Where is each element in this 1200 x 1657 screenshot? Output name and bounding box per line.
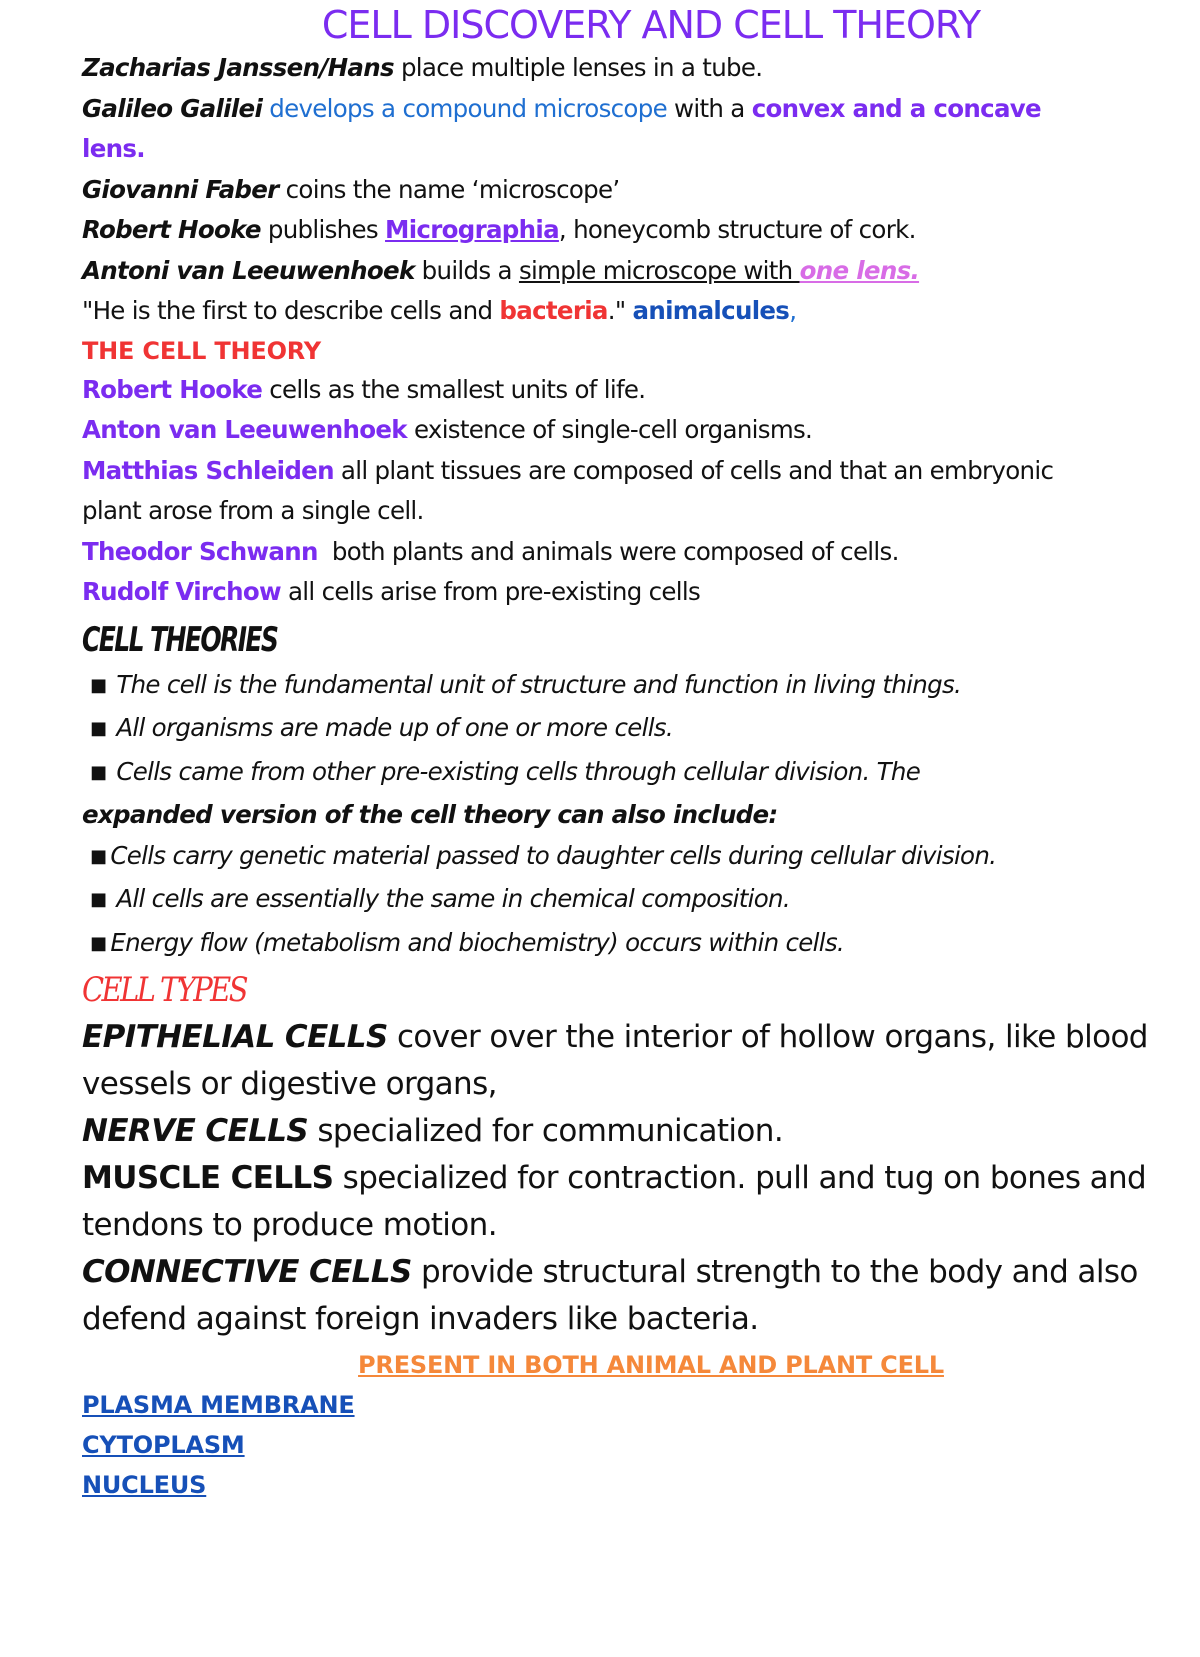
theory-item xyxy=(82,708,1160,752)
hooke-line xyxy=(82,210,1160,251)
square-bullet-icon: ■ xyxy=(90,761,107,783)
bacteria-text: bacteria xyxy=(499,296,608,325)
cell-theory-heading: THE CELL THEORY xyxy=(82,336,321,365)
contributor-name: Rudolf Virchow xyxy=(82,577,281,606)
cell-type-item xyxy=(82,1108,1160,1155)
cell-type-item xyxy=(82,1014,1160,1108)
janssen-line xyxy=(82,48,1160,89)
contributor-schwann xyxy=(82,532,1160,573)
galileo-compound: develops a compound microscope xyxy=(262,93,667,123)
plasma-membrane-link[interactable] xyxy=(82,1385,1160,1425)
hooke-pre: publishes xyxy=(260,215,386,244)
theory-item xyxy=(82,836,1062,880)
square-bullet-icon: ■ xyxy=(90,845,107,867)
theory-item xyxy=(82,879,1160,923)
theory-text: Cells came from other pre-existing cells through cellular division. The xyxy=(116,756,921,786)
organelle-label: PLASMA MEMBRANE xyxy=(82,1391,355,1419)
cell-types-heading: CELL TYPES xyxy=(82,970,246,1010)
leeuwenhoek-pre: builds a xyxy=(414,255,519,285)
contributor-name: Anton van Leeuwenhoek xyxy=(82,415,407,444)
cytoplasm-link[interactable] xyxy=(82,1425,1160,1465)
contributor-text: cells as the smallest units of life. xyxy=(262,374,646,404)
contributor-name: Robert Hooke xyxy=(82,374,263,404)
contributor-name: Matthias Schleiden xyxy=(82,455,334,485)
cell-type-name: CONNECTIVE CELLS xyxy=(82,1254,412,1290)
theory-item xyxy=(82,752,1160,796)
theory-text: Energy flow (metabolism and biochemistry) occurs within cells. xyxy=(110,927,844,957)
organelle-label: NUCLEUS xyxy=(82,1471,207,1499)
contributor-name: Theodor Schwann xyxy=(82,536,318,566)
cell-type-text: specialized for contraction. pull and tug on bones and tendons to produce motion. xyxy=(82,1160,1147,1243)
janssen-name: Zacharias Janssen/Hans xyxy=(82,53,394,82)
page-title: CELL DISCOVERY AND CELL THEORY xyxy=(321,3,981,47)
square-bullet-icon: ■ xyxy=(90,932,107,954)
contributor-hooke xyxy=(82,370,1160,411)
cell-type-text: provide structural strength to the body and also defend against foreign invaders like bacteria. xyxy=(82,1254,1138,1337)
contributor-virchow xyxy=(82,572,1160,613)
galileo-name: Galileo Galilei xyxy=(82,93,263,123)
leeuwenhoek-name: Antoni van Leeuwenhoek xyxy=(82,255,415,285)
galileo-line xyxy=(82,89,1062,170)
hooke-name: Robert Hooke xyxy=(82,215,261,244)
simple-microscope-text: simple microscope with xyxy=(518,255,800,285)
cell-type-text: specialized for communication. xyxy=(308,1113,784,1149)
contributor-schleiden xyxy=(82,451,1062,532)
cell-type-item xyxy=(82,1249,1160,1343)
contributor-leeuwenhoek xyxy=(82,410,1160,451)
nucleus-link[interactable] xyxy=(82,1465,1160,1505)
contributor-text: all cells arise from pre-existing cells xyxy=(280,577,701,606)
theory-item xyxy=(82,923,1160,967)
cell-type-text: cover over the interior of hollow organs, like blood vessels or digestive organs, xyxy=(82,1019,1148,1102)
theory-text: Cells carry genetic material passed to daughter cells during cellular division. xyxy=(110,840,997,870)
one-lens-text: one lens. xyxy=(799,255,920,285)
contributor-text: both plants and animals were composed of cells. xyxy=(317,536,899,566)
hooke-post: , honeycomb structure of cork. xyxy=(558,215,916,244)
micrographia-link[interactable]: Micrographia xyxy=(385,215,559,244)
cell-theories-heading: CELL THEORIES xyxy=(82,619,278,660)
quote-post: ." xyxy=(607,296,633,325)
quote-comma: , xyxy=(789,296,797,325)
galileo-lens: convex and a concave lens. xyxy=(82,93,1041,163)
leeuwenhoek-line xyxy=(82,251,1160,292)
galileo-mid: with a xyxy=(666,93,752,123)
animalcules-text: animalcules xyxy=(632,296,790,325)
faber-text: coins the name ‘microscope’ xyxy=(278,174,620,204)
both-cells-heading[interactable]: PRESENT IN BOTH ANIMAL AND PLANT CELL xyxy=(358,1351,944,1379)
quote-pre: "He is the first to describe cells and xyxy=(82,296,500,325)
theory-text: The cell is the fundamental unit of structure and function in living things. xyxy=(116,669,962,699)
theory-item xyxy=(82,665,1160,709)
square-bullet-icon: ■ xyxy=(90,674,107,696)
quote-line xyxy=(82,291,1160,332)
cell-type-name: EPITHELIAL CELLS xyxy=(82,1019,388,1055)
cell-type-name: MUSCLE CELLS xyxy=(82,1160,334,1196)
theory-text: All organisms are made up of one or more cells. xyxy=(116,713,673,742)
faber-name: Giovanni Faber xyxy=(82,174,279,204)
square-bullet-icon: ■ xyxy=(90,889,107,910)
contributor-text: all plant tissues are composed of cells and that an embryonic plant arose from a single cell. xyxy=(82,455,1054,525)
contributor-text: existence of single-cell organisms. xyxy=(406,415,813,444)
square-bullet-icon: ■ xyxy=(90,718,107,739)
theory-text: All cells are essentially the same in chemical composition. xyxy=(116,884,790,913)
faber-line xyxy=(82,170,1160,211)
cell-type-name: NERVE CELLS xyxy=(82,1113,309,1149)
cell-type-item xyxy=(82,1155,1160,1249)
expanded-version-text: expanded version of the cell theory can also include: xyxy=(82,800,778,829)
organelle-label: CYTOPLASM xyxy=(82,1431,245,1459)
janssen-text: place multiple lenses in a tube. xyxy=(393,53,763,82)
